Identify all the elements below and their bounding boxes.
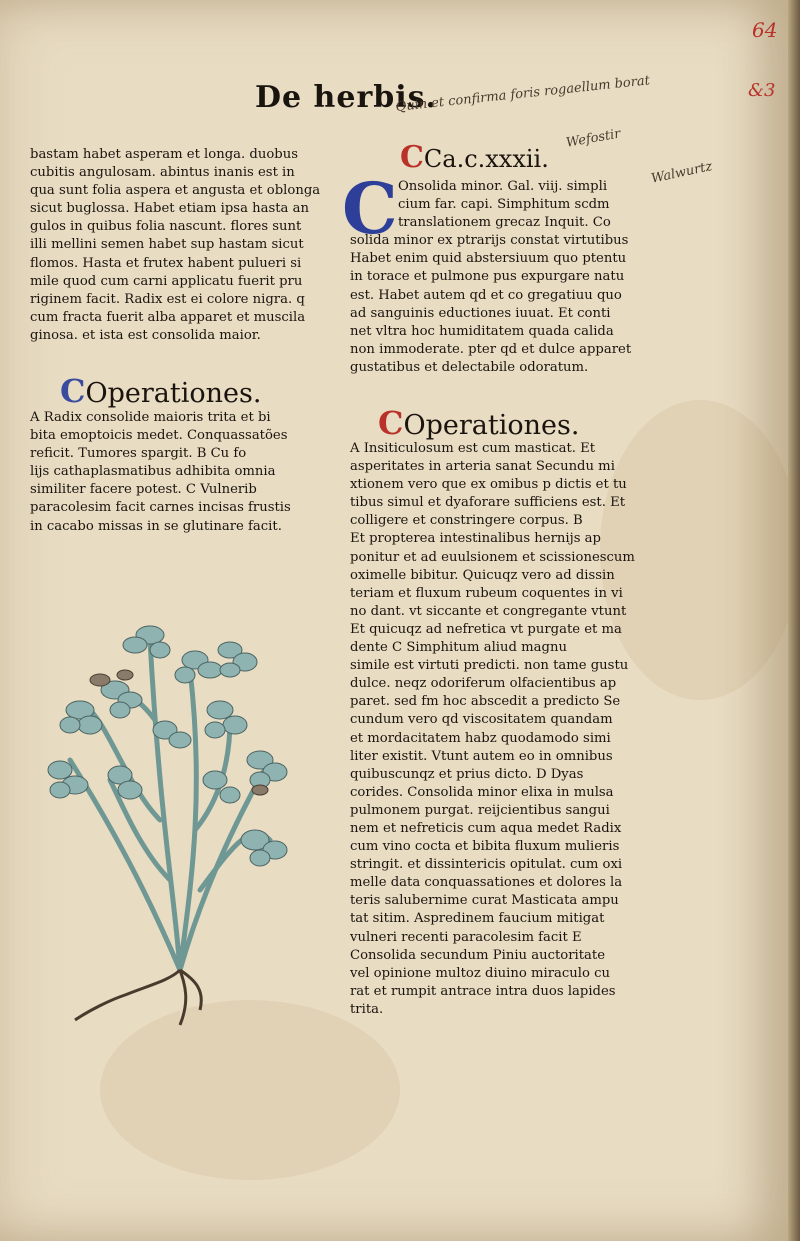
text-line: gustatibus et delectabile odoratum. (350, 359, 589, 375)
text-line: corides. Consolida minor elixa in mulsa (350, 784, 614, 800)
text-line: reficit. Tumores spargit. B Cu fo (30, 446, 247, 462)
operationes-heading-right (378, 404, 579, 442)
initial-c: C (378, 404, 404, 442)
text-line: paret. sed fm hoc abscedit a predicto Se (350, 694, 621, 710)
margin-note: Wefostir (565, 126, 622, 151)
text-line: melle data conquassationes et dolores la (350, 875, 623, 891)
folio-number: 64 (752, 18, 778, 42)
text-line: colligere et constringere corpus. B (350, 513, 583, 529)
text-line: Et propterea intestinalibus hernijs ap (350, 531, 601, 547)
text-line: cum vino cocta et bibita fluxum mulieris (350, 839, 620, 855)
heading-text: Operationes. (85, 378, 262, 409)
text-line: translationem grecaz Inquit. Co (398, 215, 611, 231)
text-line: cum fracta fuerit alba apparet et muscila (30, 309, 306, 325)
text-line: Habet enim quid abstersiuum quo ptentu (350, 251, 627, 267)
text-line: oximelle bibitur. Quicuqz vero ad dissin (350, 567, 615, 583)
text-line: est. Habet autem qd et co gregatiuu quo (350, 287, 622, 303)
initial-c-red: C (400, 140, 424, 175)
page-title-text: De herbis. (255, 80, 437, 115)
text-line: tibus simul et dyaforare sufficiens est. Et (350, 495, 626, 511)
text-line: vel opinione multoz diuino miraculo cu (350, 965, 610, 981)
text-line: ponitur et ad euulsionem et scissionescum (350, 549, 635, 565)
margin-note: Quin et confirma foris rogaellum borat (395, 73, 651, 115)
text-line: Consolida secundum Piniu auctoritate (350, 947, 605, 963)
text-line: xtionem vero que ex omibus p dictis et tu (350, 477, 627, 493)
operationes-heading-left (60, 372, 261, 410)
text-line: simile est virtuti predicti. non tame gustu (350, 658, 629, 674)
text-line: non immoderate. pter qd et dulce apparet (350, 341, 632, 357)
text-line: ad sanguinis eductiones iuuat. Et conti (350, 305, 611, 321)
comfrey-plant-illustration (30, 600, 310, 1030)
left-column-text (30, 146, 320, 345)
text-line: flomos. Hasta et frutex habent pulueri si (30, 255, 302, 271)
text-line: dulce. neqz odoriferum olfacientibus ap (350, 676, 617, 692)
initial-c: C (60, 372, 86, 410)
margin-note: &3 (748, 80, 776, 101)
text-line: liter existit. Vtunt autem eo in omnibus (350, 748, 613, 764)
text-line: vulneri recenti paracolesim facit E (350, 929, 582, 945)
text-line: quibuscunqz et prius dicto. D Dyas (350, 766, 584, 782)
text-line: riginem facit. Radix est ei colore nigra. q (30, 291, 305, 307)
text-line: A Insiticulosum est cum masticat. Et (350, 441, 596, 456)
text-line: A Radix consolide maioris trita et bi (30, 410, 271, 425)
text-line: dente C Simphitum aliud magnu (350, 640, 567, 656)
text-line: et mordacitatem habz quodamodo simi (350, 730, 611, 746)
text-line: ginosa. et ista est consolida maior. (30, 327, 261, 343)
text-line: qua sunt folia aspera et angusta et oblonga (30, 183, 321, 199)
text-line: rat et rumpit antrace intra duos lapides (350, 983, 616, 999)
text-line: lijs cathaplasmatibus adhibita omnia (30, 464, 276, 480)
text-line: cium far. capi. Simphitum scdm (398, 197, 610, 213)
right-operationes-text (350, 440, 635, 1019)
text-line: in torace et pulmone pus expurgare natu (350, 269, 625, 285)
text-line: cubitis angulosam. abintus inanis est in (30, 165, 295, 181)
chapter-heading (400, 140, 549, 175)
text-line: mile quod cum carni applicatu fuerit pru (30, 273, 303, 289)
text-line: bastam habet asperam et longa. duobus (30, 147, 298, 162)
text-line: similiter facere potest. C Vulnerib (30, 482, 257, 498)
text-line: cundum vero qd viscositatem quandam (350, 712, 613, 728)
text-line: net vltra hoc humiditatem quada calida (350, 323, 614, 339)
text-line: pulmonem purgat. reijcientibus sangui (350, 802, 610, 818)
text-line: stringit. et dissintericis opitulat. cum oxi (350, 857, 623, 873)
text-line: teris salubernime curat Masticata ampu (350, 893, 619, 909)
text-line: illi mellini semen habet sup hastam sicut (30, 237, 304, 253)
text-line: solida minor ex ptrarijs constat virtutibus (350, 233, 629, 249)
text-line: Et quicuqz ad nefretica vt purgate et ma (350, 621, 622, 637)
page-edge (788, 0, 800, 1241)
text-line: nem et nefreticis cum aqua medet Radix (350, 820, 622, 836)
text-line: asperitates in arteria sanat Secundu mi (350, 459, 615, 475)
text-line: teriam et fluxum rubeum coquentes in vi (350, 585, 623, 601)
text-line: no dant. vt siccante et congregante vtunt (350, 603, 627, 619)
text-line: bita emoptoicis medet. Conquassatões (30, 428, 288, 444)
text-line: in cacabo missas in se glutinare facit. (30, 518, 282, 534)
text-line: gulos in quibus folia nascunt. flores sunt (30, 219, 302, 235)
text-line: Onsolida minor. Gal. viij. simpli (398, 179, 608, 194)
text-line: paracolesim facit carnes incisas frustis (30, 500, 291, 516)
margin-note: Walwurtz (650, 159, 714, 187)
text-line: trita. (350, 1001, 384, 1017)
left-operationes-text (30, 409, 291, 536)
decorated-initial: C (342, 167, 398, 250)
text-line: sicut buglossa. Habet etiam ipsa hasta an (30, 201, 309, 217)
text-line: tat sitim. Aspredinem faucium mitigat (350, 911, 605, 927)
chapter-heading-text: Ca.c.xxxii. (423, 145, 549, 173)
right-column-text (350, 178, 631, 377)
heading-text: Operationes. (403, 410, 580, 441)
